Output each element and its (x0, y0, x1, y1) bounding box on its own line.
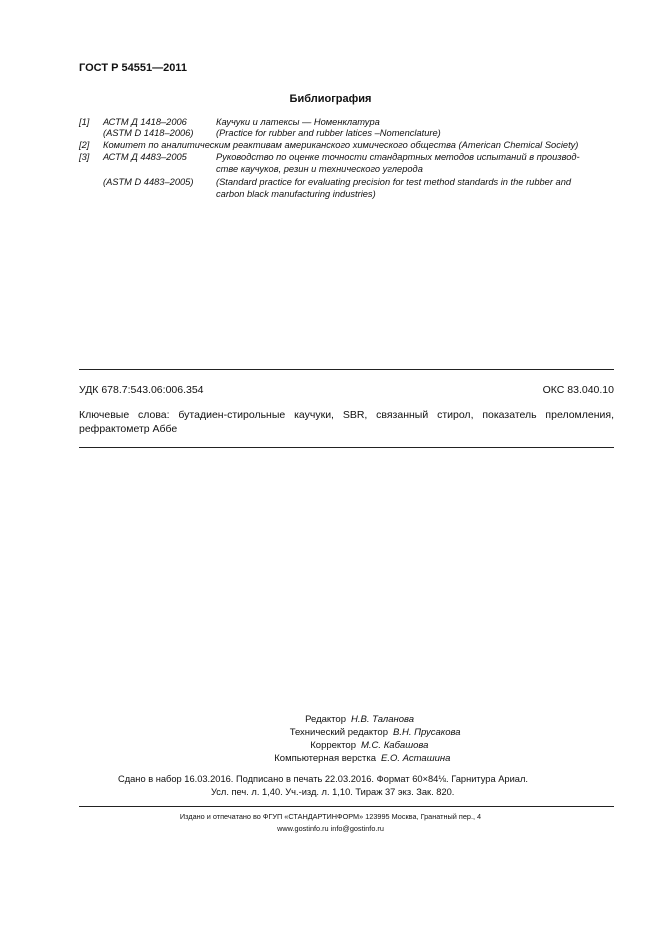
bib-entry-1-standard-original: (ASTM D 1418–2006) (103, 128, 194, 138)
bib-entry-1-standard: АСТМ Д 1418–2006 (103, 117, 187, 127)
udk-code: УДК 678.7:543.06:006.354 (79, 384, 204, 396)
keywords (79, 408, 614, 436)
bib-entry-1-number: [1] (79, 117, 90, 127)
credit-role-tech-editor: Технический редактор (289, 727, 388, 738)
bib-entry-3-standard: АСТМ Д 4483–2005 (103, 152, 187, 162)
bib-entry-1-title-original: (Practice for rubber and rubber latices –Nomenclature) (216, 128, 441, 138)
credit-name-tech-editor: В.Н. Прусакова (393, 727, 461, 738)
credit-name-layout: Е.О. Асташина (381, 753, 451, 764)
publisher-line1: Издано и отпечатано во ФГУП «СТАНДАРТИНФОРМ» 123995 Москва, Гранатный пер., 4 (179, 812, 482, 821)
publisher-line2: www.gostinfo.ru info@gostinfo.ru (277, 824, 384, 833)
bib-entry-3-standard-original: (ASTM D 4483–2005) (103, 177, 194, 187)
credit-role-corrector: Корректор (310, 740, 356, 751)
bib-entry-3-number: [3] (79, 152, 90, 162)
credit-role-layout: Компьютерная верстка (274, 753, 376, 764)
bib-entry-3-title-original-line2: carbon black manufacturing industries) (216, 189, 376, 199)
imprint-line2: Усл. печ. л. 1,40. Уч.-изд. л. 1,10. Тираж 37 экз. Зак. 820. (211, 787, 455, 797)
bib-entry-2-text: Комитет по аналитическим реактивам американского химического общества (American Chemical Society) (103, 140, 579, 150)
credit-name-editor: Н.В. Таланова (351, 714, 415, 725)
imprint-line1: Сдано в набор 16.03.2016. Подписано в печать 22.03.2016. Формат 60×84⅛. Гарнитура Ариал. (118, 774, 528, 784)
bib-entry-3-title-line1: Руководство по оценке точности стандартных методов испытаний в производ- (216, 152, 580, 162)
bib-entry-3-title-original-line1: (Standard practice for evaluating precision for test method standards in the rubber and (216, 177, 572, 187)
document-id: ГОСТ Р 54551—2011 (79, 62, 187, 74)
bib-entry-2-number: [2] (79, 140, 90, 150)
bib-entry-1-title: Каучуки и латексы — Номенклатура (216, 117, 380, 127)
bottom-divider (79, 447, 614, 448)
credit-name-corrector: М.С. Кабашова (361, 740, 429, 751)
bib-entry-3-title-line2: стве каучуков, резин и технического углерода (216, 164, 423, 174)
top-divider (79, 369, 614, 370)
publisher-divider (79, 806, 614, 807)
oks-code: ОКС 83.040.10 (542, 384, 614, 396)
keywords-line2: рефрактометр Аббе (79, 423, 178, 435)
bibliography-title: Библиография (289, 93, 372, 105)
keywords-line1: Ключевые слова: бутадиен-стирольные каучуки, SBR, связанный стирол, показатель преломления, (79, 409, 614, 421)
credit-role-editor: Редактор (305, 714, 346, 725)
